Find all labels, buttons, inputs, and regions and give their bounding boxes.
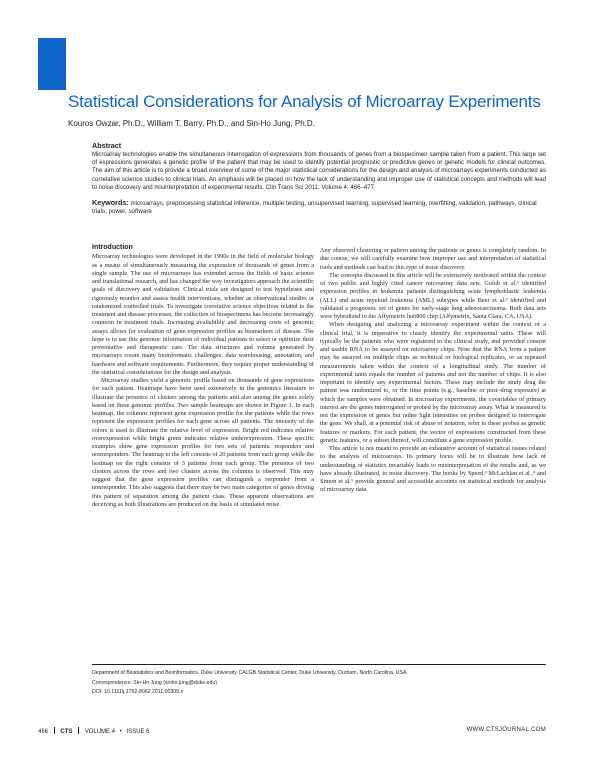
affiliation-note: Department of Biostatistics and Bioinformatics, Duke University CALGB Statistical Center, Duke University, Durham, North Carolina, USA. xyxy=(92,670,408,676)
footer-left xyxy=(38,727,150,735)
article-authors: Kouros Owzar, Ph.D., William T. Barry, Ph.D., and Sin-Ho Jung, Ph.D. xyxy=(68,119,315,128)
body-paragraph: The concepts discussed in this article will be extensively motivated within the context of two public and highly cited cancer microarray data sets. Golub et al.¹ identified expression profiles in leukemia patients distinguishing acute lymphoblastic leukemia (ALL) and acute myeloid leukemia (AML) subtypes while Beer et al.² identified and validated a prognostic set of genes for early-stage lung adenocarcinoma. Both data sets were hybridized to the Affymetrix hu6800 chip (Affymetrix, Santa Clara, CA, USA). xyxy=(320,271,546,320)
correspondence-note: Correspondence: Sin-Ho Jung (sinho.jung@duke.edu) xyxy=(92,679,217,686)
footer-separator xyxy=(78,727,79,734)
article-title: Statistical Considerations for Analysis of Microarray Experiments xyxy=(68,92,541,111)
journal-accent-bar xyxy=(38,38,66,90)
page-number: 466 xyxy=(38,729,49,735)
body-column-left xyxy=(92,244,314,509)
journal-website: WWW.CTSJOURNAL.COM xyxy=(466,727,546,733)
introduction-heading: Introduction xyxy=(92,244,133,251)
body-paragraph: Microarray technologies were developed in the 1990s in the field of molecular biology as a means of simultaneously measuring the expression of thousands of genes from a single sample. The use of microarrays has extended across the fields of basic science and translational research, and has changed the way investigators approach the scientific goals of discovery and validation. Clinical trials are designed to test hypotheses and rigorously monitor and assess health interventions, whether as observational studies or randomized controlled trials. To investigate correlative science objectives related to the treatment and disease processes, the collection of biospecimens has become increasingly common in treatment trials. Increasing availability and decreasing costs of genomic assays allows for evaluation of gene expression profiles as biomarkers of disease. The hope is to use this genomic information of individual patients to select or optimize their preventative and therapeutic care. The data structures and volume generated by microarrays create many bioinformatic challenges: data warehousing, annotation, and hardware and software requirements. Furthermore, they require proper understanding of the statistical considerations for the design and analysis. xyxy=(92,253,314,376)
bullet-separator: • xyxy=(119,729,122,735)
footer-separator xyxy=(54,727,55,734)
doi-note: DOI: 10.1111/j.1752-8062.2011.00309.x xyxy=(92,689,184,696)
abstract-text: Microarray technologies enable the simultaneous interrogation of expressions from thousands of genes from a biospecimen sample taken from a patient. This large set of expressions generates a genetic profile of the patient that may be used to identify potential prognostic or predictive genes or genetic models for clinical outcomes. The aim of this article is to provide a broad overview of some of the major statistical considerations for the design and analysis of microarrays experiments conducted as correlative science studies to clinical trials. An emphasis will be placed on how the lack of understanding and improper use of statistical concepts and methods will lead to noise discovery and misinterpretation of experimental results. Clin Trans Sci 2011; Volume 4: 466–477 xyxy=(92,151,546,191)
footnote-divider xyxy=(92,664,546,665)
issue-label: ISSUE 6 xyxy=(126,729,150,735)
keywords-label: Keywords: xyxy=(92,198,129,208)
body-paragraph: Microarray studies yield a genomic profile based on thousands of gene expressions for each patient. Heatmaps have been used extensively in the genomics literature to illustrate the presence of clusters among the patients and also among the genes solely based on these genomic profiles. Two sample heatmaps are shown in Figure 1. In each heatmap, the columns represent gene expression profile for the patients while the rows represent the expression profiles for each gene across all patients. The intensity of the colors is used to illustrate the relative level of expression. Bright red indicates relative overexpression while bright green indicates relative underexpression. These specific examples show gene expression profiles for two sets of patients: responders and nonresponders. The heatmap to the left consists of 20 patients from each group while the heatmap on the right consists of 3 patients from each group. The presence of two clusters across the rows and two clusters across the columns is observed. This may suggest that the gene expression profiles can distinguish a responder from a nonresponder. This also suggests that there may be two main categories of genes driving this pattern of separation among the patient class. These apparent observations are deceiving as both illustrations are produced on the basis of simulated noise. xyxy=(92,377,314,508)
abstract-heading: Abstract xyxy=(92,141,122,150)
volume-label: VOLUME 4 xyxy=(84,729,116,735)
body-paragraph: Any observed clustering or pattern among the patients or genes is completely random. In due course, we will carefully examine how improper use and interpretation of statistical tools and methods can lead to this type of noise discovery. xyxy=(320,247,546,271)
body-column-right xyxy=(320,247,546,495)
footnotes xyxy=(92,669,546,698)
page-footer xyxy=(38,727,546,737)
abstract-section xyxy=(92,141,546,216)
keywords xyxy=(92,199,546,216)
body-paragraph: This article is not meant to provide an exhaustive account of statistical issues related to the analysis of microarrays. Its primary focus will be to illustrate how lack of understanding of statistics invariably leads to misinterpretation of the results and, as we have already illustrated, to noise discovery. The books by Speed,³ McLachlan et al.,⁴ and Simon et al.⁵ provide general and accessible accounts on statistical methods for analysis of microarray data. xyxy=(320,445,546,494)
journal-abbrev: CTS xyxy=(60,729,73,735)
keywords-list: microarrays, preprocessing statistical inference, multiple testing, unsupervised learning, supervised learning, overfitting, validation, pathways, clinical trials, power, software xyxy=(92,200,537,216)
body-paragraph: When designing and analyzing a microarray experiment within the context of a clinical trial, it is imperative to clearly identify the experimental units. These will typically be the patients who were registered to the clinical study, and provided consent and usable RNA to be assayed on microarray chips. Note that the RNA from a patient may be assayed on multiple chips as technical or biological replicates, or as repeated measurements taken within the context of a longitudinal study. The number of experimental units equals the number of patients and not the number of chips. It is also important to identify any experimental factors. These may include the study drug the patient was randomized to, or the time points (e.g., baseline or post–drug exposure) at which the samples were obtained. In microarray experiments, the covariables of primary interest are the genes interrogated or probed by the microarray assay. What is measured is not the expression of genes but rather light intensities on probes designed to interrogate the gene. We shall, at a potential risk of abuse of notation, refer to these probes as genetic features or markers. For each patient, the vector of expressions constructed from these genetic features, or a subset thereof, will constitute a gene expression profile. xyxy=(320,321,546,444)
